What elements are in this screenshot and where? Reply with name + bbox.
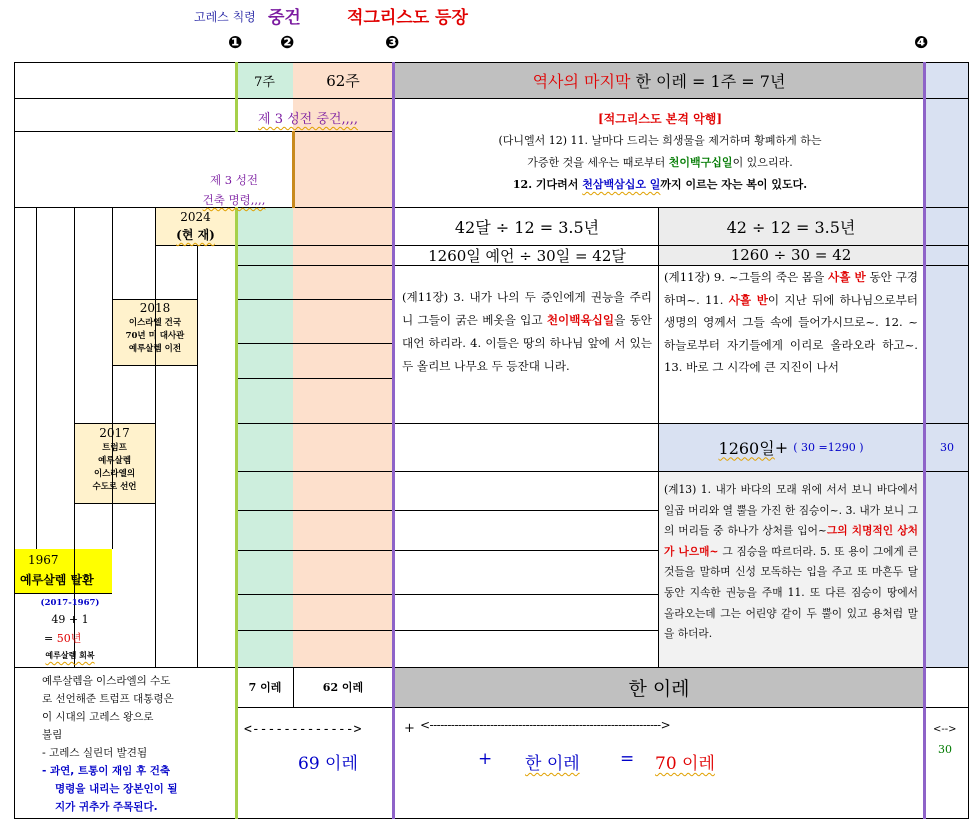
total-plus: + — [478, 749, 493, 769]
year-now: (현 재) — [176, 228, 215, 242]
rev11b-t3: 동안 구경하며~. 11. — [664, 270, 918, 307]
rev13-wound: 그의 치명적인 상처가 나으매~ — [664, 524, 918, 558]
daniel-box — [396, 98, 924, 206]
year-2024: 2024 — [180, 210, 211, 224]
total-one-week: 한 이레 — [525, 754, 580, 774]
temple-order-l1: 제 3 성전 — [210, 173, 258, 187]
antichrist-label: 적그리스도 등장 — [347, 8, 468, 28]
year-2017-l3: 이스라엘의 — [93, 469, 136, 479]
rev11-three-days — [658, 266, 924, 423]
calc-left-2: 1260일 예언 ÷ 30일 = 42달 — [428, 246, 626, 265]
year-2017-l2: 예루살렘 — [98, 456, 131, 466]
rev11-witnesses — [396, 286, 658, 422]
daniel-1335: 천삼백삼십오 일 — [582, 178, 661, 191]
note-l8: 지가 귀추가 주목된다. — [55, 801, 158, 813]
calc-range: (2017-1967) — [40, 598, 100, 608]
year-2018: 2018 — [139, 301, 171, 315]
marker-2: ❷ — [280, 33, 295, 53]
header-7-weeks: 7주 — [254, 74, 275, 90]
daniel-line2 — [396, 152, 924, 174]
daniel-line2a: 가증한 것을 세우는 때로부터 — [527, 156, 669, 169]
rev11a-t1: (계11장) 3. 내가 나의 두 증인에게 권능을 주리니 그들이 굵은 베옷을 입고 — [402, 290, 652, 327]
calc-right-1: 42 ÷ 12 = 3.5년 — [726, 217, 856, 237]
daniel-line2c: 이 있으리라. — [732, 156, 793, 169]
days-1260 — [658, 423, 924, 471]
marker-3: ❸ — [385, 33, 400, 53]
divider-gold — [292, 131, 295, 208]
marker-1: ❶ — [228, 33, 243, 53]
year-2018-block — [113, 300, 197, 365]
days-plus: + — [774, 437, 789, 457]
col-62-weeks-fill — [293, 62, 393, 667]
note-l3: 이 시대의 고레스 왕으로 — [42, 711, 154, 723]
calc-left-1: 42달 ÷ 12 = 3.5년 — [454, 217, 600, 237]
rev13-t3: 그 짐승을 따르더라. 5. 또 용이 그에게 큰 것들을 말하며 신성 모독하는 입을 주고 또 마흔두 달 동안 지속한 권능을 주매 11. 또 다른 짐승이 땅에서 올라오는데 그는 어린양 같이 두 뿔이 있고 용처럼 말을 하더라. — [664, 544, 918, 641]
jerusalem-restore: 예루살렘 회복 — [45, 650, 95, 660]
temple-order-l2: 건축 명령,,,, — [202, 193, 266, 207]
arrow-mid-plus: + — [404, 721, 415, 736]
calc-right-2: 1260 ÷ 30 = 42 — [730, 246, 852, 264]
note-l5: - 고레스 실린더 발견됨 — [42, 747, 148, 759]
rev11b-t1: (계11장) 9. ~그들의 죽은 몸을 — [664, 270, 829, 284]
note-l1: 예루살렘을 이스라엘의 수도 — [42, 675, 171, 687]
footer-7-weeks: 7 이레 — [248, 681, 282, 694]
calc-sum: 49 + 1 — [51, 613, 89, 626]
daniel-line3 — [396, 174, 924, 196]
arrow-one-week: <-----------------------------------------------------------------> — [420, 718, 671, 732]
temple-order — [200, 170, 268, 210]
trump-note — [42, 672, 202, 816]
daniel-line3a: 12. 기다려서 — [512, 178, 583, 191]
daniel-1290: 천이백구십일 — [668, 156, 733, 169]
year-2024-block — [155, 207, 236, 245]
rev13-t1: (계13) 1. 내가 바다의 모래 위에 서서 보니 바다에서 일곱 머리와 열 뿔을 가진 한 짐승이~. 3. 내가 보니 그의 머리들 중 하나가 상처를 입어~ — [664, 483, 918, 538]
note-l7: 명령을 내리는 장본인이 될 — [55, 783, 178, 795]
calc-result — [30, 629, 110, 648]
cyrus-decree-label: 고레스 칙령 — [194, 10, 256, 24]
rev11b-half1: 사흘 반 — [828, 270, 866, 284]
note-l2: 로 선언해준 트럼프 대통령은 — [42, 693, 174, 705]
year-2018-l3: 예루살렘 이전 — [128, 344, 182, 354]
days-main: 1260일 — [718, 438, 775, 458]
rev13-beast — [658, 480, 924, 666]
note-l4: 불림 — [42, 729, 63, 741]
total-69: 69 이레 — [298, 754, 358, 774]
rev11b-t5: 이 지난 뒤에 하나님으로부터 생명의 영께서 그들 속에 들어가시므로~. 12. ~하늘로부터 자기들에게 이리로 올라오라 하고~. 13. 바로 그 시각에 큰 지진이 나서 — [664, 292, 919, 374]
year-2017-block — [74, 424, 155, 503]
note-l6: - 과연, 트통이 재임 후 건축 — [42, 765, 171, 777]
year-1967-block — [14, 550, 112, 593]
total-70: 70 이레 — [655, 754, 715, 774]
daniel-line1: (다니엘서 12) 11. 날마다 드리는 희생물을 제거하며 황폐하게 하는 — [498, 134, 822, 147]
footer-one-week: 한 이레 — [628, 677, 690, 700]
header-62-weeks: 62주 — [326, 71, 360, 90]
daniel-line3c: 까지 이르는 자는 복이 있도다. — [660, 178, 808, 191]
marker-4: ❹ — [914, 33, 929, 53]
days-extra: ( 30 =1290 ) — [793, 440, 864, 454]
year-2017-l4: 수도로 선언 — [92, 482, 137, 492]
arrow-30: <--> — [933, 724, 957, 735]
col-7-weeks-fill-lower — [236, 207, 293, 667]
divider-green-lower — [235, 207, 238, 819]
bottom-30: 30 — [938, 743, 952, 756]
calc-eq: = — [44, 632, 57, 645]
rebuild-label: 중건 — [268, 8, 301, 28]
year-2018-l2: 70년 미 대사관 — [125, 331, 185, 341]
daniel-title: [적그리스도 본격 악행] — [597, 112, 723, 126]
header-last-week — [394, 62, 924, 98]
rev11a-t3: 을 동안 대언 하리라. 4. 이들은 땅의 하나님 앞에 서 있는 두 올리브 나무요 두 등잔대 니라. — [402, 313, 652, 373]
year-2017-l1: 트럼프 — [102, 443, 127, 453]
calc-50: 50년 — [56, 632, 82, 645]
calc-50-years — [30, 597, 110, 663]
year-1967: 1967 — [28, 553, 59, 567]
arrow-69: <-------------> — [244, 722, 362, 737]
temple-rebuild: 제 3 성전 중건,,,, — [258, 112, 358, 127]
footer-62-weeks: 62 이레 — [322, 681, 364, 694]
year-2017: 2017 — [99, 426, 130, 440]
total-eq: = — [620, 749, 635, 769]
days-side-30: 30 — [940, 440, 954, 454]
right-column-fill — [924, 62, 969, 667]
last-week-eq: 한 이레 = 1주 = 7년 — [635, 71, 786, 91]
rev11b-half2: 사흘 반 — [728, 292, 768, 307]
rev11a-1260: 천이백육십일 — [546, 313, 615, 327]
year-2018-l1: 이스라엘 건국 — [128, 318, 182, 328]
last-week-red: 역사의 마지막 — [532, 71, 631, 91]
jerusalem-recapture: 예루살렘 탈환 — [20, 573, 94, 587]
